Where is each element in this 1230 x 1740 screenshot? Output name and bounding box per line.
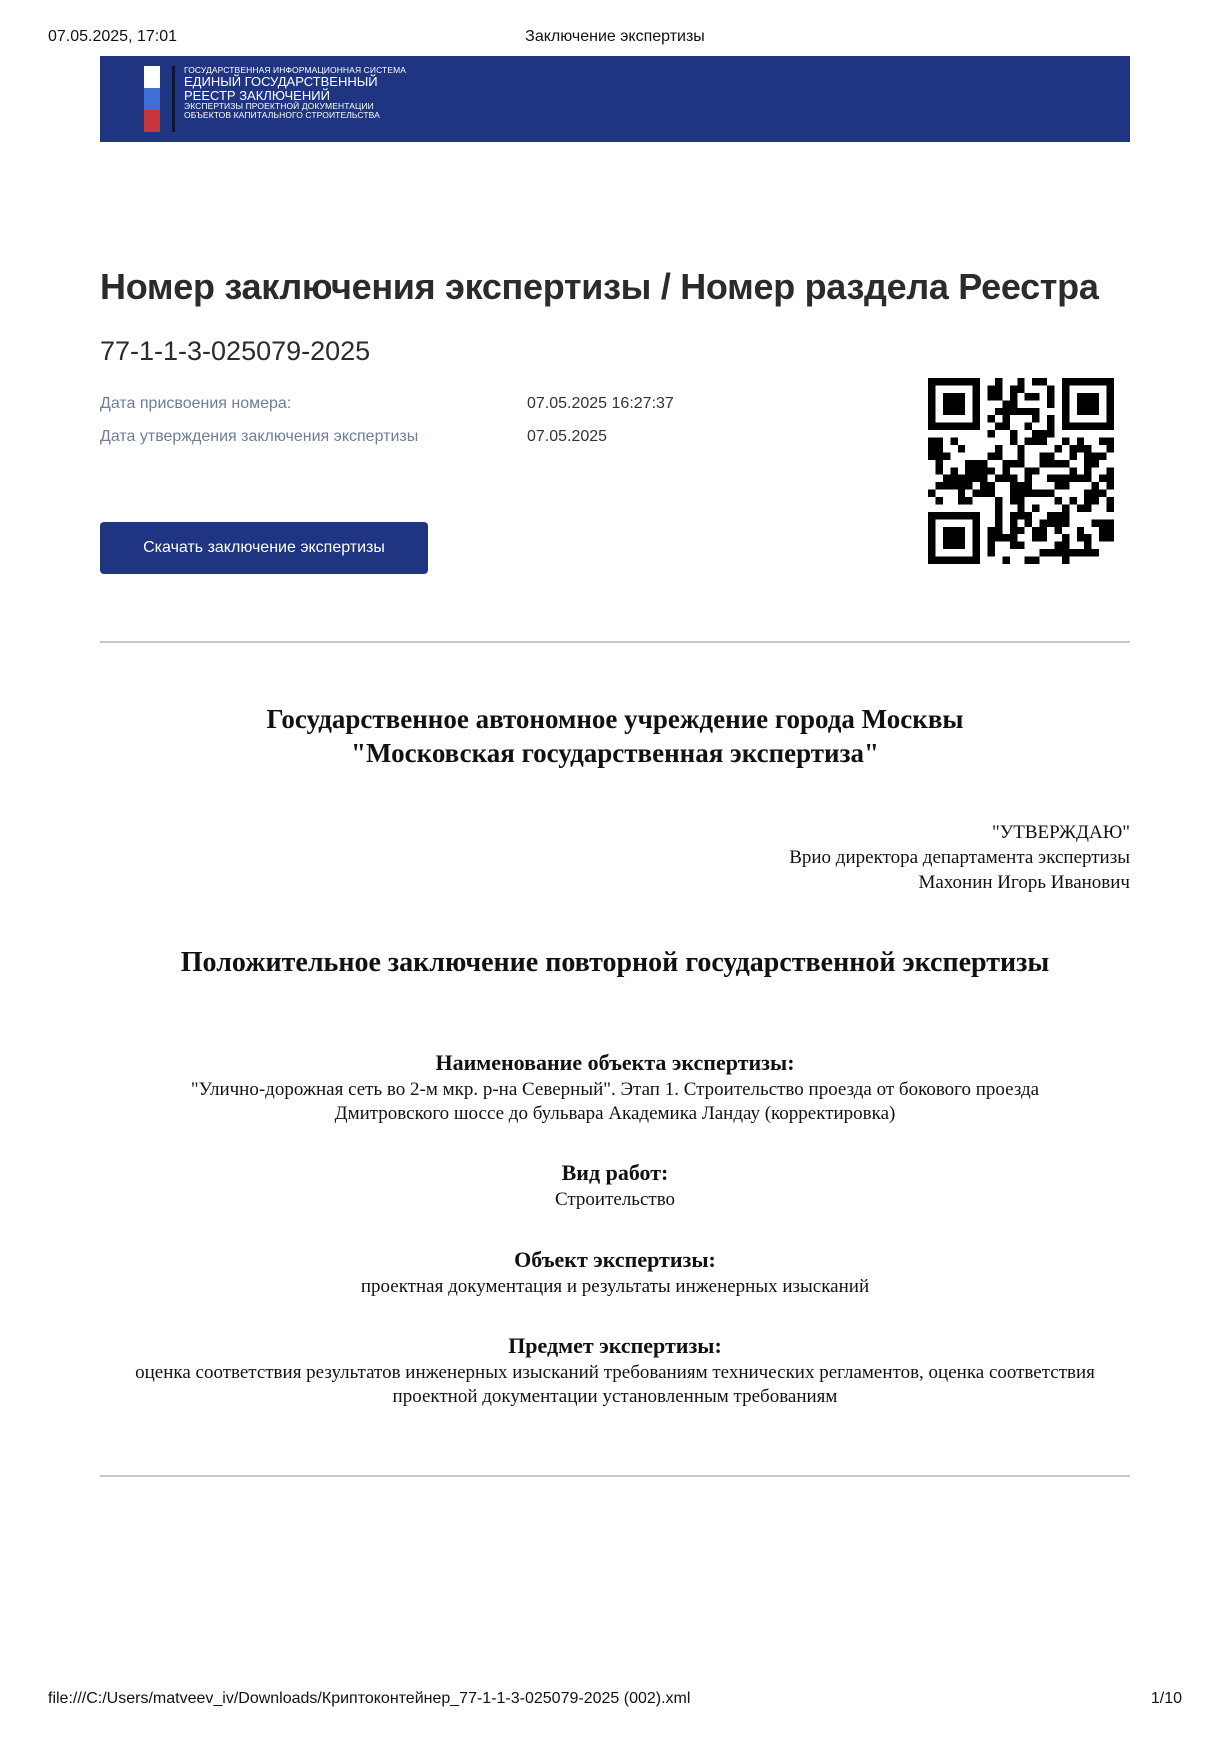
expertise-object-value: проектная документация и результаты инженерных изысканий xyxy=(360,1276,870,1297)
page-number: 1/10 xyxy=(1150,1690,1182,1707)
work-type-label: Вид работ: xyxy=(561,1160,669,1185)
divider-bottom xyxy=(100,1475,1130,1477)
logo-line-5: ОБЪЕКТОВ КАПИТАЛЬНОГО СТРОИТЕЛЬСТВА xyxy=(184,110,380,121)
registry-number: 77-1-1-3-025079-2025 xyxy=(100,336,371,366)
assign-date-value: 07.05.2025 16:27:37 xyxy=(527,395,674,412)
logo-line-2: ЕДИНЫЙ ГОСУДАРСТВЕННЫЙ xyxy=(184,73,378,89)
object-name-line-2: Дмитровского шоссе до бульвара Академика Ландау (корректировка) xyxy=(334,1103,896,1124)
organization-name xyxy=(100,702,1130,770)
logo-line-3: РЕЕСТР ЗАКЛЮЧЕНИЙ xyxy=(184,87,330,103)
section-expertise-object xyxy=(100,1245,1130,1299)
logo-divider xyxy=(172,66,175,132)
object-name-label: Наименование объекта экспертизы: xyxy=(435,1050,795,1075)
logo-line-4: ЭКСПЕРТИЗЫ ПРОЕКТНОЙ ДОКУМЕНТАЦИИ xyxy=(184,101,374,112)
approve-date-value: 07.05.2025 xyxy=(527,428,608,445)
qr-code-icon xyxy=(928,378,1114,564)
assign-date-label: Дата присвоения номера: xyxy=(100,395,292,412)
expertise-object-label: Объект экспертизы: xyxy=(514,1247,716,1272)
print-datetime: 07.05.2025, 17:01 xyxy=(48,28,178,45)
subject-label: Предмет экспертизы: xyxy=(508,1333,722,1358)
organization-name-line-1: Государственное автономное учреждение города Москвы xyxy=(266,704,964,734)
registry-logo-text xyxy=(184,66,406,120)
qr-modules xyxy=(928,378,1114,564)
subject-line-1: оценка соответствия результатов инженерных изысканий требованиям технических регламентов, оценка соответствия xyxy=(135,1362,1095,1383)
section-subject xyxy=(100,1331,1130,1409)
subject-line-2: проектной документации установленным требованиям xyxy=(392,1386,838,1407)
section-work-type xyxy=(100,1158,1130,1212)
approval-title: "УТВЕРЖДАЮ" xyxy=(992,822,1130,843)
approval-position: Врио директора департамента экспертизы xyxy=(789,847,1130,868)
organization-name-line-2: "Московская государственная экспертиза" xyxy=(351,738,879,768)
print-page-title: Заключение экспертизы xyxy=(525,28,705,45)
approval-name: Махонин Игорь Иванович xyxy=(918,872,1130,893)
russian-flag-icon xyxy=(144,66,160,132)
logo-line-1: ГОСУДАРСТВЕННАЯ ИНФОРМАЦИОННАЯ СИСТЕМА xyxy=(184,65,407,75)
page-title: Номер заключения экспертизы / Номер раздела Реестра xyxy=(100,266,1099,307)
approve-date-label: Дата утверждения заключения экспертизы xyxy=(100,428,419,445)
section-object-name xyxy=(100,1048,1130,1126)
divider-top xyxy=(100,641,1130,643)
file-path: file:///C:/Users/matveev_iv/Downloads/Криптоконтейнер_77-1-1-3-025079-2025 (002).xml xyxy=(48,1690,691,1707)
object-name-line-1: "Улично-дорожная сеть во 2-м мкр. р-на Северный". Этап 1. Строительство проезда от бокового проезда xyxy=(190,1079,1040,1100)
download-conclusion-button[interactable]: Скачать заключение экспертизы xyxy=(100,522,428,574)
print-header xyxy=(48,28,1182,48)
document-title: Положительное заключение повторной государственной экспертизы xyxy=(180,947,1050,978)
approval-block xyxy=(789,820,1130,895)
work-type-value: Строительство xyxy=(554,1189,676,1210)
registry-banner xyxy=(100,56,1130,142)
